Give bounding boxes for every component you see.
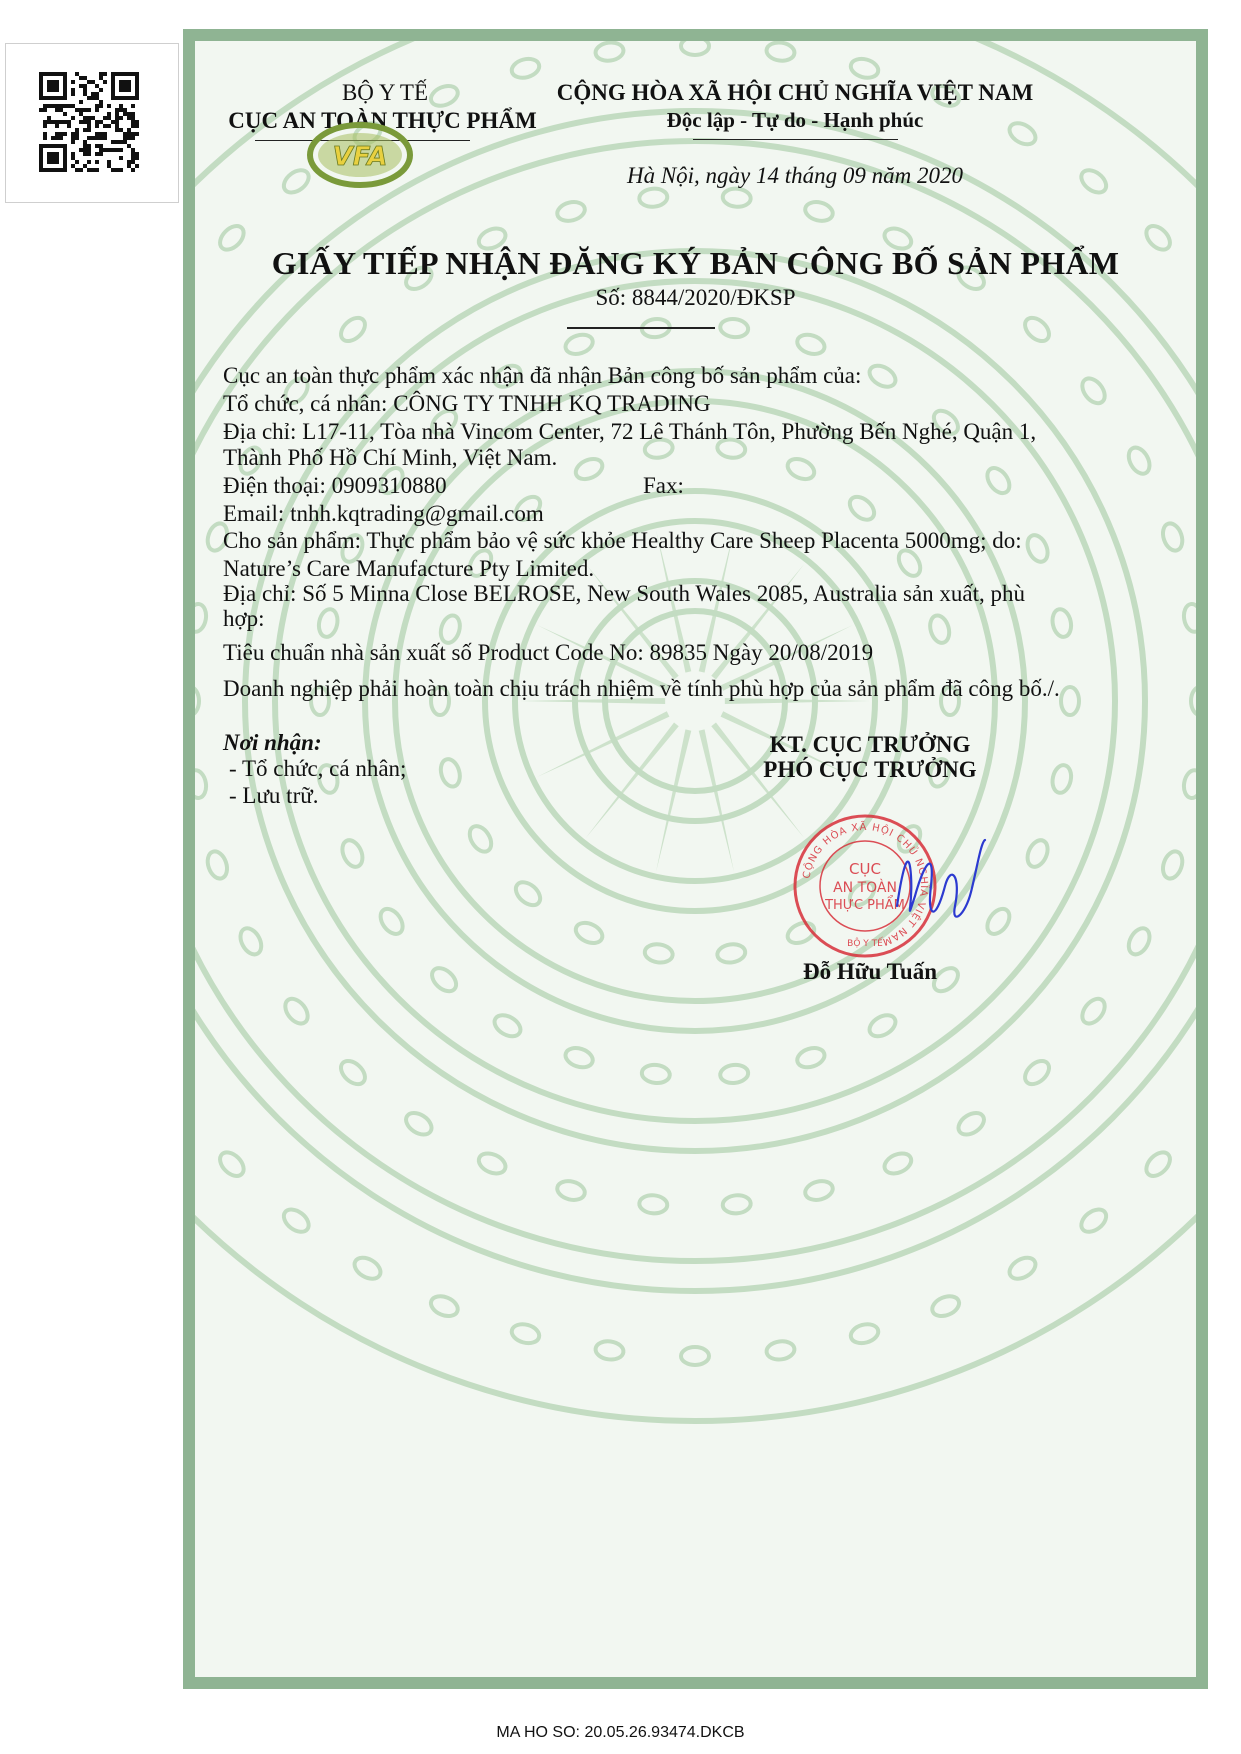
qr-module <box>111 120 115 124</box>
qr-module <box>131 136 135 140</box>
qr-module <box>59 136 63 140</box>
qr-module <box>79 108 83 112</box>
qr-module <box>79 112 83 116</box>
qr-module <box>115 116 119 120</box>
qr-module <box>59 104 63 108</box>
qr-module <box>119 128 123 132</box>
qr-module <box>115 128 119 132</box>
qr-module <box>119 80 131 92</box>
qr-module <box>111 140 115 144</box>
qr-module <box>131 156 135 160</box>
email-text: Email: tnhh.kqtrading@gmail.com <box>223 501 544 526</box>
qr-module <box>95 96 99 100</box>
qr-module <box>103 136 107 140</box>
qr-module <box>91 96 95 100</box>
qr-module <box>99 136 103 140</box>
qr-module <box>87 80 91 84</box>
qr-module <box>99 144 103 148</box>
qr-module <box>83 144 87 148</box>
qr-module <box>71 136 75 140</box>
qr-module <box>59 120 63 124</box>
qr-module <box>127 128 131 132</box>
qr-module <box>131 160 135 164</box>
qr-module <box>79 168 83 172</box>
dossier-code: MA HO SO: 20.05.26.93474.DKCB <box>496 1724 745 1741</box>
qr-module <box>63 112 67 116</box>
qr-module <box>95 120 99 124</box>
qr-module <box>123 140 127 144</box>
header-right-rule <box>693 139 898 140</box>
qr-module <box>55 108 59 112</box>
qr-module <box>103 124 107 128</box>
qr-module <box>95 132 99 136</box>
qr-module <box>119 104 123 108</box>
qr-module <box>99 76 103 80</box>
qr-module <box>127 144 131 148</box>
qr-module <box>95 92 99 96</box>
qr-module <box>87 148 91 152</box>
vfa-logo <box>305 121 415 191</box>
qr-module <box>75 108 79 112</box>
qr-module <box>67 104 71 108</box>
qr-module <box>55 120 59 124</box>
qr-module <box>63 132 67 136</box>
qr-module <box>99 100 103 104</box>
qr-module <box>83 88 87 92</box>
qr-module <box>103 72 107 76</box>
qr-module <box>39 108 43 112</box>
seal-ring-text: CỘNG HÒA XÃ HỘI CHỦ NGHĨA VIỆT NAM <box>801 821 930 948</box>
qr-module <box>47 80 59 92</box>
qr-code <box>39 72 139 172</box>
qr-module <box>99 152 103 156</box>
qr-module <box>87 168 91 172</box>
qr-module <box>55 124 59 128</box>
seal-center-line: CỤC <box>849 860 881 878</box>
qr-module <box>79 148 83 152</box>
qr-module <box>75 132 79 136</box>
maker-address-line-1: Địa chỉ: Số 5 Minna Close BELROSE, New South Wales 2085, Australia sản xuất, phù <box>223 581 1026 606</box>
qr-module <box>103 148 107 152</box>
qr-module <box>95 152 99 156</box>
qr-module <box>131 132 135 136</box>
qr-module <box>79 84 83 88</box>
product-line-2: Nature’s Care Manufacture Pty Limited. <box>223 556 595 581</box>
qr-module <box>83 152 87 156</box>
qr-module <box>75 128 79 132</box>
qr-module <box>55 132 59 136</box>
qr-module <box>95 160 99 164</box>
qr-module <box>95 136 99 140</box>
qr-module <box>71 152 75 156</box>
qr-module <box>47 116 51 120</box>
qr-module <box>119 148 123 152</box>
qr-module <box>43 136 47 140</box>
seal-center-line: THỰC PHẨM <box>825 898 905 913</box>
qr-module <box>135 156 139 160</box>
qr-module <box>79 76 83 80</box>
qr-module <box>131 120 135 124</box>
qr-module <box>87 108 91 112</box>
qr-module <box>119 168 123 172</box>
qr-module <box>71 140 75 144</box>
qr-module <box>51 120 55 124</box>
qr-module <box>135 120 139 124</box>
qr-module <box>75 168 79 172</box>
qr-module <box>131 104 135 108</box>
qr-module <box>115 108 119 112</box>
qr-module <box>127 112 131 116</box>
qr-module <box>83 148 87 152</box>
qr-module <box>95 108 99 112</box>
qr-module <box>115 120 119 124</box>
qr-module <box>43 108 47 112</box>
qr-module <box>123 108 127 112</box>
qr-module <box>119 140 123 144</box>
fax-text: Fax: <box>643 473 684 498</box>
qr-module <box>43 120 47 124</box>
qr-module <box>119 108 123 112</box>
qr-module <box>99 148 103 152</box>
qr-module <box>75 136 79 140</box>
qr-module <box>135 132 139 136</box>
qr-module <box>71 116 75 120</box>
product-line-1: Cho sản phẩm: Thực phẩm bảo vệ sức khỏe Healthy Care Sheep Placenta 5000mg; do: <box>223 528 1022 553</box>
qr-module <box>91 80 95 84</box>
qr-module <box>83 108 87 112</box>
national-motto: Độc lập - Tự do - Hạnh phúc <box>666 108 924 132</box>
qr-module <box>107 148 111 152</box>
qr-module <box>107 124 111 128</box>
qr-module <box>87 120 91 124</box>
certificate-page <box>195 41 1196 1677</box>
qr-module <box>127 160 131 164</box>
qr-module <box>115 140 119 144</box>
seal-bottom-text: BỘ Y TẾ <box>847 939 883 949</box>
qr-module <box>127 136 131 140</box>
qr-module <box>43 104 47 108</box>
qr-module <box>115 148 119 152</box>
qr-module <box>135 152 139 156</box>
intro-text: Cục an toàn thực phẩm xác nhận đã nhận Bản công bố sản phẩm của: <box>223 363 862 388</box>
qr-module <box>87 116 91 120</box>
qr-module <box>87 152 91 156</box>
qr-module <box>67 120 71 124</box>
qr-module <box>79 120 83 124</box>
qr-module <box>111 148 115 152</box>
qr-module <box>95 124 99 128</box>
recipients-heading: Nơi nhận: <box>223 730 322 755</box>
qr-module <box>87 136 91 140</box>
qr-module <box>127 164 131 168</box>
qr-module <box>71 104 75 108</box>
qr-module <box>51 136 55 140</box>
qr-module <box>107 112 111 116</box>
certificate-frame <box>183 29 1208 1689</box>
qr-module <box>83 92 87 96</box>
seal-center-line: AN TOÀN <box>833 880 897 896</box>
qr-module <box>91 136 95 140</box>
qr-module <box>127 116 131 120</box>
qr-module <box>87 144 91 148</box>
qr-module <box>131 116 135 120</box>
qr-module <box>103 132 107 136</box>
qr-module <box>99 72 103 76</box>
qr-module <box>55 104 59 108</box>
address-line-1: Địa chỉ: L17-11, Tòa nhà Vincom Center, 72 Lê Thánh Tôn, Phường Bến Nghé, Quận 1, <box>223 419 1037 444</box>
qr-module <box>79 100 83 104</box>
qr-module <box>95 104 99 108</box>
signer-name: Đỗ Hữu Tuấn <box>803 959 937 984</box>
qr-module <box>119 156 123 160</box>
qr-module <box>83 84 87 88</box>
qr-module <box>127 132 131 136</box>
qr-module <box>111 168 115 172</box>
responsibility-text: Doanh nghiệp phải hoàn toàn chịu trách nhiệm về tính phù hợp của sản phẩm đã công bố./. <box>223 676 1060 701</box>
organization-text: Tổ chức, cá nhân: CÔNG TY TNHH KQ TRADING <box>223 391 711 416</box>
qr-module <box>123 112 127 116</box>
qr-module <box>135 124 139 128</box>
qr-module <box>99 88 103 92</box>
qr-module <box>107 164 111 168</box>
qr-module <box>71 88 75 92</box>
qr-module <box>115 112 119 116</box>
qr-module <box>63 120 67 124</box>
vfa-logo-text: VFA <box>332 142 388 172</box>
qr-module <box>59 108 63 112</box>
title-rule <box>567 327 715 329</box>
recipient-item: - Tổ chức, cá nhân; <box>229 756 407 781</box>
qr-module <box>107 116 111 120</box>
qr-module <box>107 104 111 108</box>
qr-module <box>123 132 127 136</box>
qr-module <box>63 104 67 108</box>
qr-module <box>91 168 95 172</box>
qr-module <box>59 132 63 136</box>
ministry-name: BỘ Y TẾ <box>341 80 429 105</box>
qr-module <box>87 128 91 132</box>
qr-module <box>83 140 87 144</box>
qr-module <box>55 136 59 140</box>
qr-module <box>103 116 107 120</box>
qr-module <box>99 120 103 124</box>
qr-module <box>131 112 135 116</box>
signer-title-2: PHÓ CỤC TRƯỞNG <box>763 757 977 782</box>
signer-title-1: KT. CỤC TRƯỞNG <box>769 732 971 757</box>
qr-module <box>135 164 139 168</box>
qr-module <box>47 104 51 108</box>
qr-module <box>51 104 55 108</box>
qr-module <box>87 124 91 128</box>
qr-module <box>75 160 79 164</box>
qr-module <box>99 104 103 108</box>
qr-module <box>83 116 87 120</box>
qr-module <box>47 120 51 124</box>
qr-module <box>99 132 103 136</box>
recipient-item: - Lưu trữ. <box>229 783 319 808</box>
qr-module <box>75 72 79 76</box>
qr-module <box>83 76 87 80</box>
qr-module <box>131 168 135 172</box>
qr-module <box>47 152 59 164</box>
qr-module <box>131 124 135 128</box>
qr-module <box>95 168 99 172</box>
qr-module <box>67 124 71 128</box>
qr-module <box>71 80 75 84</box>
agency-name: CỤC AN TOÀN THỰC PHẨM <box>228 108 537 133</box>
qr-module <box>107 160 111 164</box>
qr-module <box>131 148 135 152</box>
qr-module <box>71 132 75 136</box>
qr-module <box>115 124 119 128</box>
qr-module <box>83 128 87 132</box>
qr-module <box>91 116 95 120</box>
maker-address-line-2: hợp: <box>223 606 265 631</box>
qr-module <box>87 160 91 164</box>
qr-module <box>43 124 47 128</box>
standard-text: Tiêu chuẩn nhà sản xuất số Product Code No: 89835 Ngày 20/08/2019 <box>223 640 874 665</box>
qr-module <box>71 164 75 168</box>
qr-module <box>95 84 99 88</box>
place-date: Hà Nội, ngày 14 tháng 09 năm 2020 <box>626 163 964 188</box>
qr-module <box>103 80 107 84</box>
document-title: GIẤY TIẾP NHẬN ĐĂNG KÝ BẢN CÔNG BỐ SẢN PHẨM <box>271 245 1120 281</box>
qr-module <box>43 132 47 136</box>
qr-module <box>123 136 127 140</box>
qr-module <box>119 116 123 120</box>
qr-module <box>95 144 99 148</box>
qr-module <box>83 120 87 124</box>
qr-module <box>83 164 87 168</box>
document-number: Số: 8844/2020/ĐKSP <box>595 285 796 310</box>
official-seal <box>785 806 1025 966</box>
qr-code-panel <box>5 43 179 203</box>
qr-module <box>91 92 95 96</box>
nation-name: CỘNG HÒA XÃ HỘI CHỦ NGHĨA VIỆT NAM <box>556 80 1034 105</box>
qr-module <box>71 156 75 160</box>
phone-text: Điện thoại: 0909310880 <box>223 473 447 498</box>
address-line-2: Thành Phố Hồ Chí Minh, Việt Nam. <box>223 445 558 470</box>
qr-module <box>131 152 135 156</box>
qr-module <box>71 92 75 96</box>
qr-module <box>87 96 91 100</box>
qr-module <box>115 168 119 172</box>
